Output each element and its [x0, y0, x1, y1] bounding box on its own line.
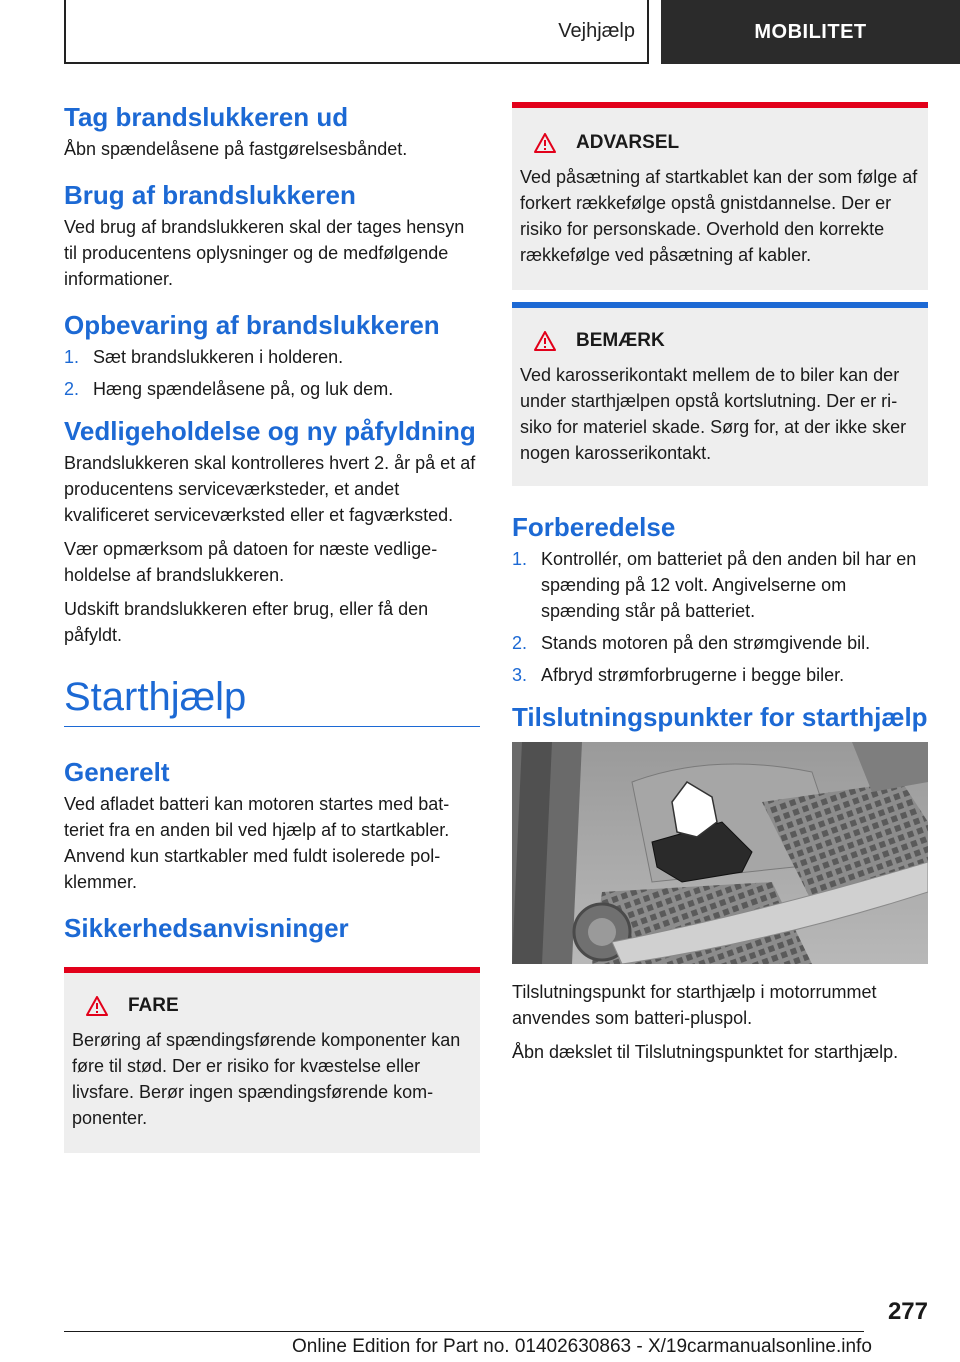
step-text: Stands motoren på den strømgivende bil. [541, 633, 871, 653]
step-text: Kontrollér, om batteriet på den anden bil har en spænding på 12 volt. Angivelserne om spænding står på batteriet. [541, 549, 917, 621]
footer-edition: Online Edition for Part no. 01402630863 - X/19carmanualsonline.info [292, 1336, 872, 1357]
engine-bay-photo [512, 742, 928, 964]
list-item [512, 630, 928, 656]
warning-triangle-icon [534, 133, 556, 153]
preparation-steps [512, 546, 928, 688]
notice-label: BEMÆRK [576, 330, 665, 351]
warning-triangle-icon [86, 996, 108, 1016]
chapter-title: Starthjælp [64, 675, 247, 719]
heading-safety: Sikkerhedsanvisninger [64, 913, 349, 943]
heading-connection-points: Tilslutningspunkter for starthjælp [512, 702, 928, 732]
danger-title [72, 995, 472, 1017]
right-column [512, 102, 928, 1065]
warning-box [512, 108, 928, 290]
step-text: Hæng spændelåsene på, og luk dem. [93, 379, 394, 399]
photo-caption: Tilslutningspunkt for starthjælp i motorrummet anvendes som batteri-pluspol. [512, 982, 877, 1028]
notice-box [512, 308, 928, 486]
header-section-title: Vejhjælp [558, 19, 635, 42]
heading-preparation: Forberedelse [512, 512, 676, 542]
heading-maintenance: Vedligeholdelse og ny påfyldning [64, 416, 476, 446]
left-column [64, 102, 480, 1153]
header-chapter-tab [661, 0, 960, 64]
list-item [512, 546, 928, 624]
heading-use: Brug af brandslukkeren [64, 180, 356, 210]
danger-label: FARE [128, 995, 179, 1016]
page-number: 277 [887, 1298, 928, 1325]
text-maintenance-2: Vær opmærksom på datoen for næste vedligeholdelse af brandslukkeren. [64, 539, 438, 585]
list-item [512, 662, 928, 688]
text-use: Ved brug af brandslukkeren skal der tages hensyn til producentens oplysninger og de medfølgende informationer. [64, 217, 465, 289]
warning-text: Ved påsætning af startkablet kan der som følge af forkert rækkefølge opstå gnistdannelse. Der er risiko for personskade. Overhold den korrekte rækkefølge ved påsætning af kabler. [520, 167, 918, 265]
list-item [64, 376, 480, 402]
step-text: Sæt brandslukkeren i holderen. [93, 347, 344, 367]
heading-storage: Opbevaring af brandslukkeren [64, 310, 440, 340]
text-take-out: Åbn spændelåsene på fastgørelsesbåndet. [64, 139, 408, 159]
step-number: 3. [512, 665, 528, 685]
text-open-cover: Åbn dækslet til Tilslutningspunktet for starthjælp. [512, 1042, 899, 1062]
danger-box [64, 973, 480, 1153]
warning-label: ADVARSEL [576, 132, 680, 153]
text-general: Ved afladet batteri kan motoren startes med batteriet fra en anden bil ved hjælp af to startkabler. Anvend kun startkabler med fuldt isolerede polklemmer. [64, 794, 450, 892]
storage-steps [64, 344, 480, 402]
step-text: Afbryd strømforbrugerne i begge biler. [541, 665, 845, 685]
heading-general: Generelt [64, 757, 170, 787]
warning-title [520, 132, 920, 154]
step-number: 1. [512, 549, 528, 569]
list-item [64, 344, 480, 370]
text-maintenance-1: Brandslukkeren skal kontrolleres hvert 2. år på et af producentens serviceværksteder, et andet kvalificeret serviceværksted eller et fagværksted. [64, 453, 476, 525]
danger-text: Berøring af spændingsførende komponenter kan føre til stød. Der er risiko for kvæstelse eller livsfare. Berør ingen spændingsførende komponenter. [72, 1030, 461, 1128]
warning-triangle-icon [534, 331, 556, 351]
header-section-tab [64, 0, 649, 64]
notice-title [520, 330, 920, 352]
header-chapter-title: MOBILITET [754, 20, 867, 43]
footer-divider [64, 1331, 864, 1332]
step-number: 2. [64, 379, 80, 399]
heading-take-out: Tag brandslukkeren ud [64, 102, 349, 132]
step-number: 1. [64, 347, 80, 367]
step-number: 2. [512, 633, 528, 653]
text-maintenance-3: Udskift brandslukkeren efter brug, eller få den påfyldt. [64, 599, 429, 645]
chapter-heading-block [64, 674, 480, 727]
notice-text: Ved karosserikontakt mellem de to biler kan der under starthjælpen opstå kortslutning. Der er risiko for materiel skade. Sørg for, at der ikke sker nogen karosserikontakt. [520, 365, 907, 463]
